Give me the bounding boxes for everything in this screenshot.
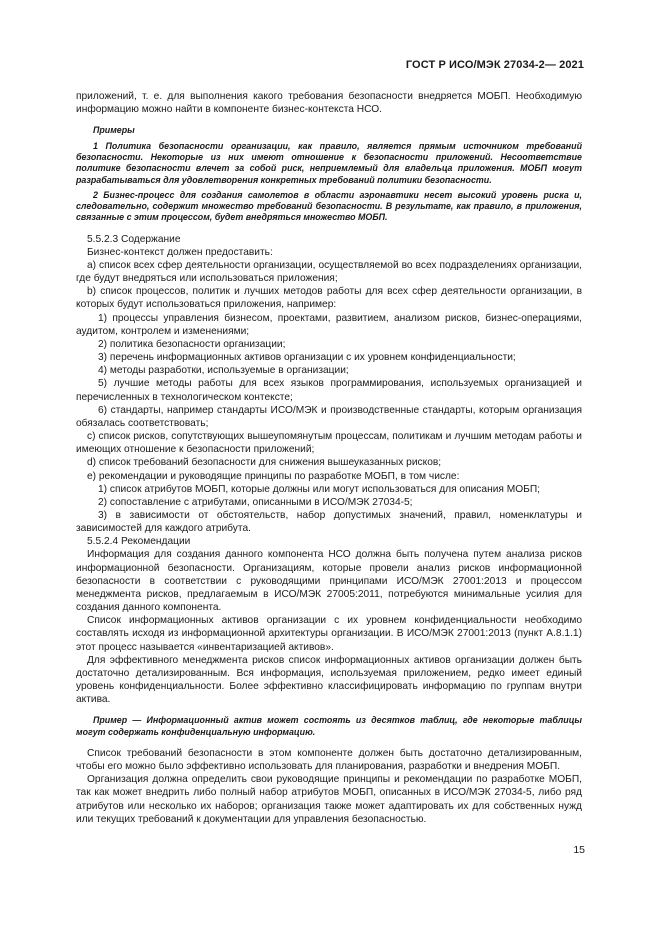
example-note-text: Пример — Информационный актив может состоять из десятков таблиц, где некоторые таблицы могут содержать конфиденциальную информацию. bbox=[76, 715, 582, 737]
sublist-item-b2: 2) политика безопасности организации; bbox=[98, 338, 286, 350]
list-item-b: b) список процессов, политик и лучших методов работы для всех сфер деятельности организации, в которых будут использоваться приложения, например: bbox=[76, 286, 582, 311]
recommendation-paragraph-1: Информация для создания данного компонента НСО должна быть получена путем анализа рисков информационной безопасности. Организациям, которые провели анализ рисков информационной безопасности в соответствии с руководящими принципами ИСО/МЭК 27001:2013 и процессом менеджмента рисков, предлагаемым в ИСО/МЭК 27005:2011, потребуются минимальные усилия для создания данного компонента. bbox=[76, 549, 582, 614]
section-heading-5524: 5.5.2.4 Рекомендации bbox=[87, 536, 191, 548]
sublist-item-b6: 6) стандарты, например стандарты ИСО/МЭК и производственные стандарты, которым организация обязалась соответствовать; bbox=[76, 404, 582, 429]
document-header: ГОСТ Р ИСО/МЭК 27034-2— 2021 bbox=[405, 59, 584, 71]
section-lead: Бизнес-контекст должен предоставить: bbox=[87, 246, 273, 258]
recommendation-paragraph-5: Организация должна определить свои руководящие принципы и рекомендации по разработке МОБП, так как может внедрить либо полный набор атрибутов МОБП, описанных в ИСО/МЭК 27034-5, либо ряд атрибутов или несколько их наборов; организация также может адаптировать их для собственных нужд или текущих требований к документации для управления безопасностью. bbox=[76, 774, 582, 825]
sublist-item-b1: 1) процессы управления бизнесом, проектами, развитием, анализом рисков, бизнес-операциями, аудитом, контролем и изменениями; bbox=[76, 312, 582, 337]
page-content bbox=[76, 90, 582, 826]
examples-title: Примеры bbox=[93, 125, 135, 136]
section-heading-5523: 5.5.2.3 Содержание bbox=[87, 233, 181, 245]
sublist-item-b5: 5) лучшие методы работы для всех языков программирования, используемых организацией и перечисленных в технологическом контексте; bbox=[76, 378, 582, 403]
sublist-item-b3: 3) перечень информационных активов организации с их уровнем конфиденциальности; bbox=[98, 352, 516, 364]
examples-block bbox=[76, 125, 582, 223]
sublist-item-b4: 4) методы разработки, используемые в организации; bbox=[98, 365, 349, 377]
recommendation-paragraph-3: Для эффективного менеджмента рисков список информационных активов организации должен быть достаточно детализированным. Вся информация, используемая приложением, редко имеет единый уровень конфиденциальности. Более эффективно классифицировать информацию по группам внутри актива. bbox=[76, 654, 582, 706]
example-item-1: 1 Политика безопасности организации, как правило, является прямым источником требований безопасности. Некоторые из них имеют отношение к безопасности приложений. Несоответствие политике безопасности влечет за собой риск, неприемлемый для владельца приложения. МОБП могут разрабатываться для удовлетворения конкретных требований политики безопасности. bbox=[76, 140, 582, 185]
sublist-item-e1: 1) список атрибутов МОБП, которые должны или могут использоваться для описания МОБП; bbox=[98, 483, 540, 495]
list-item-e: e) рекомендации и руководящие принципы по разработке МОБП, в том числе: bbox=[87, 470, 460, 482]
page-number: 15 bbox=[573, 844, 585, 856]
sublist-item-e2: 2) сопоставление с атрибутами, описанными в ИСО/МЭК 27034-5; bbox=[98, 496, 413, 508]
recommendation-paragraph-4: Список требований безопасности в этом компоненте должен быть достаточно детализированным, чтобы его можно было эффективно использовать для планирования, разработки и внедрения МОБП. bbox=[76, 747, 582, 773]
list-item-a: a) список всех сфер деятельности организации, осуществляемой во всех подразделениях организации, где будут внедряться или использоваться приложения; bbox=[76, 260, 582, 285]
example-note bbox=[76, 715, 582, 738]
list-item-d: d) список требований безопасности для снижения вышеуказанных рисков; bbox=[87, 457, 442, 469]
example-item-2: 2 Бизнес-процесс для создания самолетов в области аэронавтики несет высокий уровень риска и, следовательно, содержит множество требований безопасности. В результате, как правило, в приложения, связанные с этим процессом, будет внедряться множество МОБП. bbox=[76, 189, 582, 223]
recommendation-paragraph-2: Список информационных активов организации с их уровнем конфиденциальности необходимо составлять исходя из информационной архитектуры организации. В ИСО/МЭК 27001:2013 (пункт A.8.1.1) этот процесс называется «инвентаризацией активов». bbox=[76, 615, 582, 653]
sublist-item-e3: 3) в зависимости от обстоятельств, набор допустимых значений, правил, номенклатуры и зависимостей для каждого атрибута. bbox=[76, 509, 582, 535]
list-item-c: c) список рисков, сопутствующих вышеупомянутым процессам, политикам и лучшим методам работы и имеющих отношение к безопасности приложений; bbox=[76, 431, 582, 456]
intro-paragraph: приложений, т. е. для выполнения какого требования безопасности внедряется МОБП. Необходимую информацию можно найти в компоненте бизнес-контекста НСО. bbox=[76, 91, 582, 116]
